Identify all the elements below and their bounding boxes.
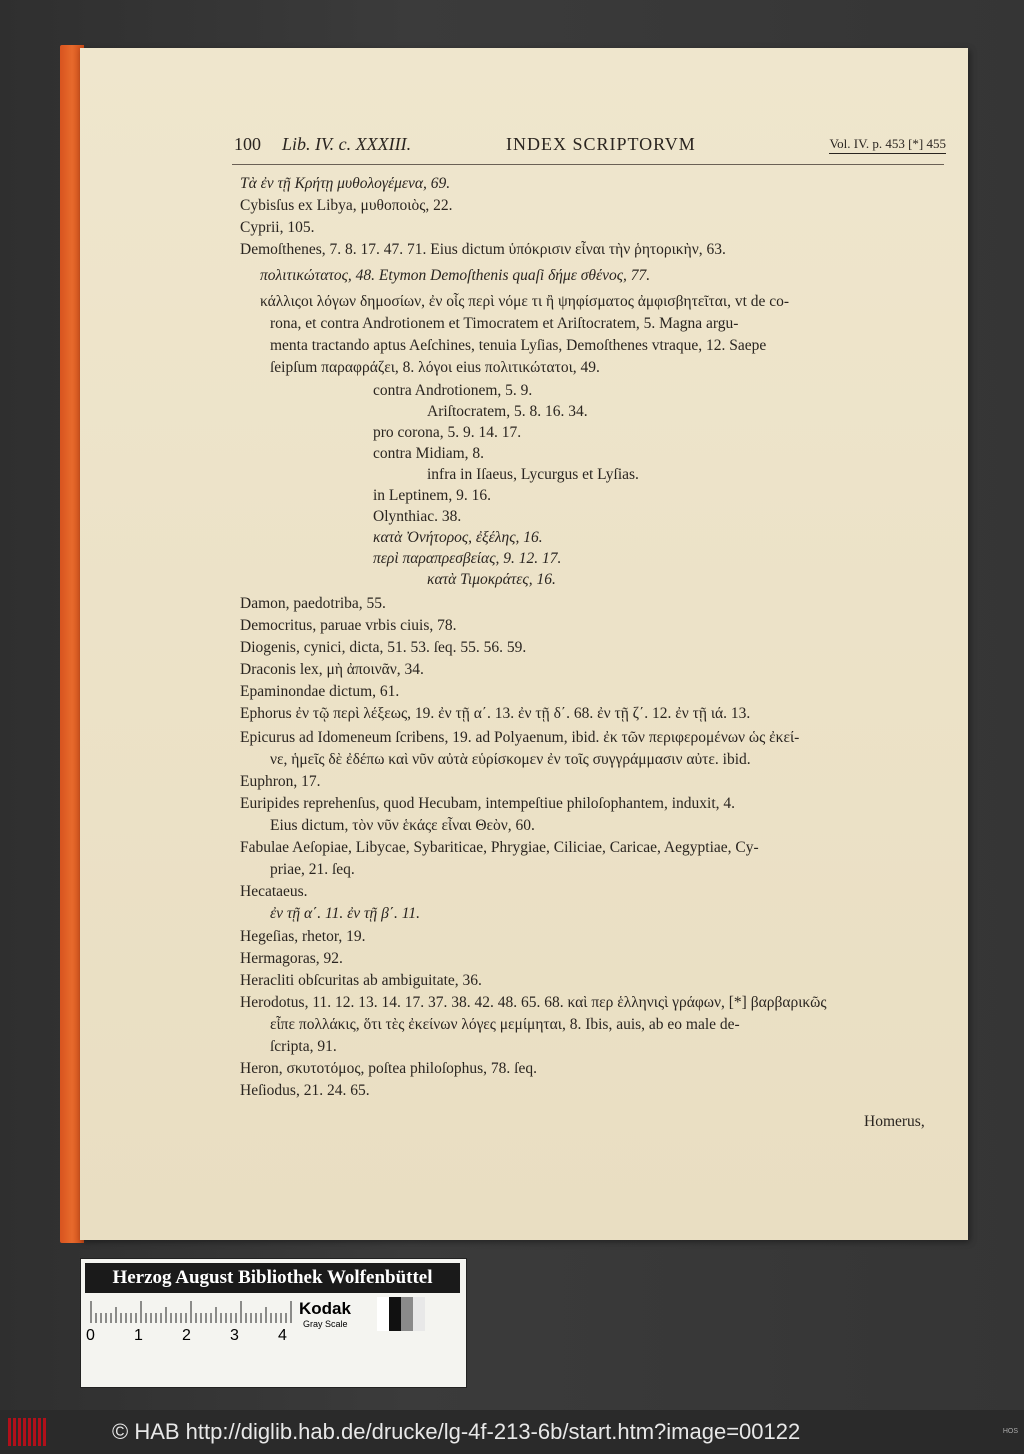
index-line: Τὰ ἐν τῇ Κρήτῃ μυθολογέμενα, 69. — [240, 175, 451, 192]
index-line: Herodotus, 11. 12. 13. 14. 17. 37. 38. 42. 48. 65. 68. καὶ περ ἑλληνιςὶ γράφων, [*] βαρβαρικῶς — [240, 994, 827, 1011]
index-line: Fabulae Aeſopiae, Libycae, Sybariticae, Phrygiae, Ciliciae, Caricae, Aegyptiae, Cy- — [240, 839, 759, 856]
index-line: pro corona, 5. 9. 14. 17. — [373, 424, 522, 441]
ruler-number: 3 — [230, 1327, 239, 1344]
footer-bar — [0, 1410, 1024, 1454]
index-line: Hermagoras, 92. — [240, 950, 343, 967]
page-title: INDEX SCRIPTORVM — [506, 134, 696, 154]
volume-ref: Vol. IV. p. 453 [*] 455 — [829, 136, 946, 154]
index-line: rona, et contra Androtionem et Timocratem et Ariſtocratem, 5. Magna argu- — [270, 315, 739, 332]
index-line: Euripides reprehenſus, quod Hecubam, intempeſtiue philoſophantem, induxit, 4. — [240, 795, 736, 812]
kodak-sub: Gray Scale — [303, 1319, 348, 1329]
footer-credit: © HAB http://diglib.hab.de/drucke/lg-4f-213-6b/start.htm?image=00122 — [112, 1419, 801, 1444]
gray-swatches — [377, 1297, 425, 1331]
ruler-number: 1 — [134, 1327, 143, 1344]
footer-mini: HOS — [1002, 1428, 1018, 1435]
index-line: Heron, σκυτοτόμος, poſtea philoſophus, 78. ſeq. — [240, 1060, 537, 1077]
index-line: Epicurus ad Idomeneum ſcribens, 19. ad Polyaenum, ibid. ἐκ τῶν περιφερομένων ὡς ἐκεί- — [240, 729, 800, 746]
index-line: ſeipſum παραφράζει, 8. λόγοι eius πολιτικώτατοι, 49. — [270, 359, 600, 376]
kodak-logo: Kodak — [299, 1299, 351, 1318]
index-line: Eius dictum, τὸν νῦν ἑκάςε εἶναι Θεὸν, 60. — [270, 817, 535, 834]
index-line: ſcripta, 91. — [270, 1038, 337, 1055]
index-line: contra Midiam, 8. — [373, 445, 485, 462]
index-line: Ariſtocratem, 5. 8. 16. 34. — [427, 403, 588, 420]
ruler-number: 4 — [278, 1327, 287, 1344]
catchword: Homerus, — [864, 1113, 925, 1130]
index-line: Draconis lex, μὴ ἀποινᾶν, 34. — [240, 661, 424, 678]
index-line: κάλλιςοι λόγων δημοσίων, ἐν οἷς περὶ νόμε τι ἢ ψηφίσματος ἀμφισβητεῖται, vt de co- — [260, 293, 790, 310]
header-rule — [232, 164, 944, 165]
index-line: Heſiodus, 21. 24. 65. — [240, 1082, 370, 1099]
page-number: 100 — [234, 134, 261, 154]
index-line: priae, 21. ſeq. — [270, 861, 355, 878]
index-line: κατὰ Τιμοκράτες, 16. — [427, 571, 556, 588]
index-line: Epaminondae dictum, 61. — [240, 683, 400, 700]
index-line: Euphron, 17. — [240, 773, 321, 790]
color-scale-card — [80, 1258, 467, 1388]
index-line: Olynthiac. 38. — [373, 508, 462, 525]
index-line: περὶ παραπρεσβείας, 9. 12. 17. — [373, 550, 562, 567]
index-line: Democritus, paruae vrbis ciuis, 78. — [240, 617, 457, 634]
index-line: Ephorus ἐν τῷ περὶ λέξεως, 19. ἐν τῇ α΄. 13. ἐν τῇ δ΄. 68. ἐν τῇ ζ΄. 12. ἐν τῇ ιά. 13. — [240, 705, 751, 722]
page-content — [80, 48, 968, 1240]
institution-label: Herzog August Bibliothek Wolfenbüttel — [85, 1263, 460, 1293]
index-line: πολιτικώτατος, 48. Etymon Demoſthenis quaſi δήμε σθένος, 77. — [260, 267, 651, 284]
index-line: Diogenis, cynici, dicta, 51. 53. ſeq. 55. 56. 59. — [240, 639, 527, 656]
ruler — [89, 1299, 294, 1323]
index-line: Hecataeus. — [240, 883, 308, 900]
index-line: in Leptinem, 9. 16. — [373, 487, 491, 504]
ruler-number: 0 — [86, 1327, 95, 1344]
index-line: ἐν τῇ α΄. 11. ἐν τῇ β΄. 11. — [270, 905, 420, 922]
running-header — [234, 134, 944, 164]
index-line: menta tractando aptus Aeſchines, tenuia Lyſias, Demoſthenes vtraque, 12. Saepe — [270, 337, 767, 354]
ruler-ticks — [89, 1299, 294, 1323]
chapter-ref: Lib. IV. c. XXXIII. — [282, 134, 412, 154]
index-line: Cybisſus ex Libya, μυθοποιὸς, 22. — [240, 197, 453, 214]
hab-logo-icon — [8, 1418, 46, 1446]
book-page — [80, 48, 968, 1240]
index-line: contra Androtionem, 5. 9. — [373, 382, 533, 399]
index-line: Cyprii, 105. — [240, 219, 315, 236]
index-line: Demoſthenes, 7. 8. 17. 47. 71. Eius dictum ὑπόκρισιν εἶναι τὴν ῥητορικὴν, 63. — [240, 241, 726, 258]
index-line: Hegeſias, rhetor, 19. — [240, 928, 366, 945]
index-line: Damon, paedotriba, 55. — [240, 595, 386, 612]
index-line: Heracliti obſcuritas ab ambiguitate, 36. — [240, 972, 482, 989]
index-line: νε, ἡμεῖς δὲ ἐδέπω καὶ νῦν αὐτὰ εὑρίσκομεν ἐν τοῖς συγγράμμασιν αὐτε. ibid. — [270, 751, 751, 768]
index-line: κατὰ Ὀνήτορος, ἐξέλης, 16. — [373, 529, 543, 546]
ruler-numbers — [86, 1327, 316, 1347]
ruler-number: 2 — [182, 1327, 191, 1344]
index-line: infra in Iſaeus, Lycurgus et Lyſias. — [427, 466, 639, 483]
index-line: εἶπε πολλάκις, ὅτι τὲς ἐκείνων λόγες μεμίμηται, 8. Ibis, auis, ab eo male de- — [270, 1016, 740, 1033]
